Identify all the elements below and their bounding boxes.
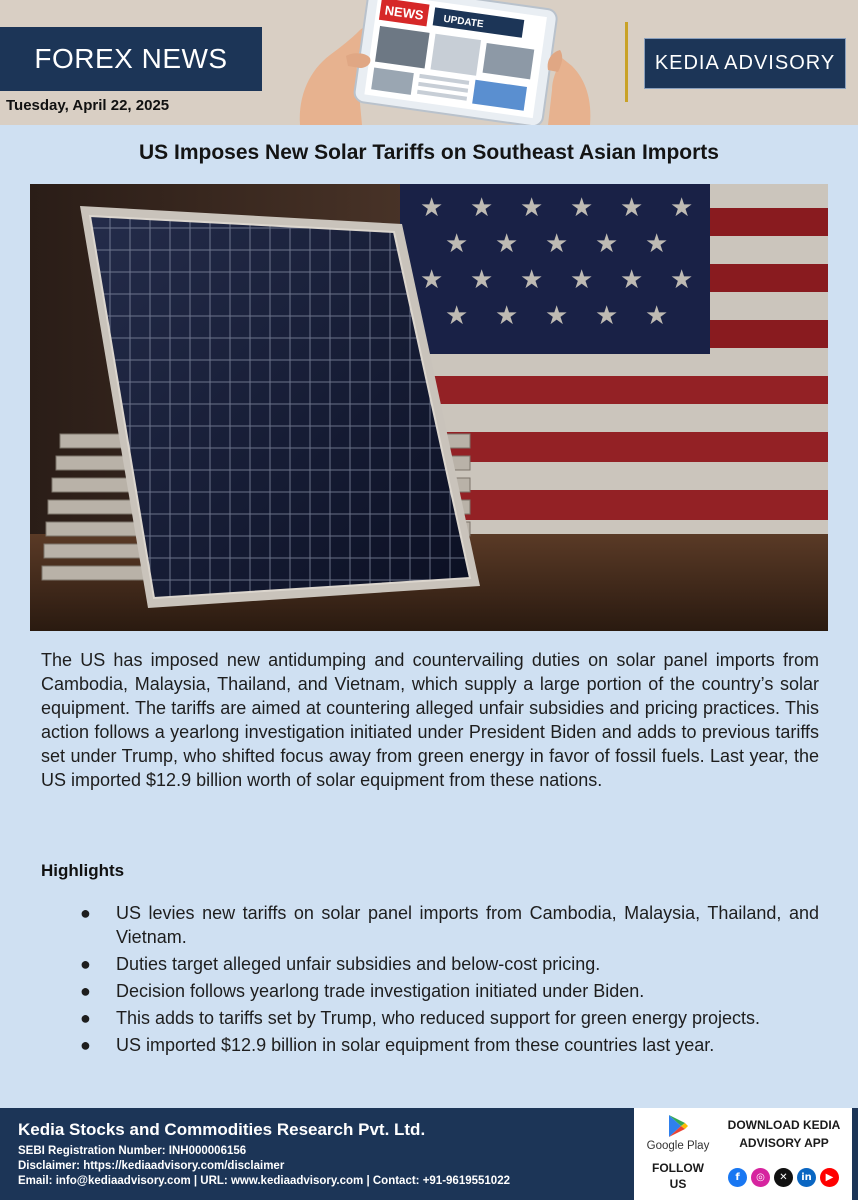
svg-text:★: ★ <box>520 265 544 295</box>
section-label: FOREX NEWS <box>0 27 262 91</box>
svg-text:★: ★ <box>545 301 569 331</box>
highlight-item: ● Duties target alleged unfair subsidies and below-cost pricing. <box>80 954 601 974</box>
svg-text:★: ★ <box>645 301 669 331</box>
bullet-icon: ● <box>80 903 91 923</box>
youtube-icon[interactable]: ▶ <box>820 1168 839 1187</box>
bullet-icon: ● <box>80 1035 91 1055</box>
contact-line[interactable]: Email: info@kediaadvisory.com | URL: www.kediaadvisory.com | Contact: +91-9619551022 <box>18 1175 510 1187</box>
bullet-icon: ● <box>80 1008 91 1028</box>
linkedin-icon[interactable]: in <box>797 1168 816 1187</box>
article-body: The US has imposed new antidumping and countervailing duties on solar panel imports from Cambodia, Malaysia, Thailand, and Vietnam, which supply a large portion of the country’s solar equipment. The tariffs are aimed at countering alleged unfair subsidies and pricing practices. This action follows a yearlong investigation initiated under President Biden and adds to previous tariffs set under Trump, who shifted focus away from green energy in favor of fossil fuels. Last year, the US imported $12.9 billion worth of solar equipment from these nations. <box>41 650 819 790</box>
social-links <box>728 1168 839 1187</box>
svg-text:★: ★ <box>470 265 494 295</box>
svg-text:★: ★ <box>420 265 444 295</box>
highlight-item: ● Decision follows yearlong trade investigation initiated under Biden. <box>80 981 645 1001</box>
svg-text:★: ★ <box>470 193 494 223</box>
google-play-icon <box>667 1114 689 1138</box>
disclaimer-link[interactable]: Disclaimer: https://kediaadvisory.com/disclaimer <box>18 1160 285 1172</box>
header-banner <box>0 0 858 125</box>
article-title: US Imposes New Solar Tariffs on Southeast Asian Imports <box>139 141 719 164</box>
publish-date: Tuesday, April 22, 2025 <box>6 97 170 114</box>
svg-text:★: ★ <box>620 193 644 223</box>
svg-text:★: ★ <box>545 229 569 259</box>
svg-text:★: ★ <box>645 229 669 259</box>
highlight-item: ● This adds to tariffs set by Trump, who reduced support for green energy projects. <box>80 1008 760 1028</box>
news-tablet-illustration <box>290 0 600 125</box>
divider <box>625 22 628 102</box>
solar-panel-flag-photo <box>30 184 828 631</box>
google-play-label: Google Play <box>646 1140 710 1152</box>
svg-text:★: ★ <box>595 229 619 259</box>
svg-text:★: ★ <box>670 265 694 295</box>
svg-text:★: ★ <box>445 229 469 259</box>
svg-text:★: ★ <box>570 265 594 295</box>
facebook-icon[interactable]: f <box>728 1168 747 1187</box>
svg-text:★: ★ <box>520 193 544 223</box>
bullet-icon: ● <box>80 954 91 974</box>
svg-text:★: ★ <box>670 193 694 223</box>
svg-text:★: ★ <box>445 301 469 331</box>
footer-contact-block <box>18 1120 510 1189</box>
sebi-registration: SEBI Registration Number: INH000006156 <box>18 1145 247 1157</box>
x-twitter-icon[interactable]: ✕ <box>774 1168 793 1187</box>
svg-text:★: ★ <box>595 301 619 331</box>
highlight-item: ● US imported $12.9 billion in solar equipment from these countries last year. <box>80 1035 715 1055</box>
svg-text:★: ★ <box>495 301 519 331</box>
bullet-icon: ● <box>80 981 91 1001</box>
svg-text:★: ★ <box>570 193 594 223</box>
tablet-news-tag: NEWS <box>383 2 425 23</box>
svg-text:★: ★ <box>620 265 644 295</box>
app-promo-panel <box>634 1108 852 1200</box>
follow-us-text: FOLLOW US <box>652 1161 704 1191</box>
highlight-item: ● US levies new tariffs on solar panel imports from Cambodia, Malaysia, Thailand, and Vietnam. <box>80 903 819 947</box>
highlights-heading: Highlights <box>41 861 125 880</box>
svg-text:★: ★ <box>420 193 444 223</box>
highlights-list <box>80 901 819 1060</box>
download-app-text: DOWNLOAD KEDIA ADVISORY APP <box>727 1118 841 1150</box>
brand-logo: KEDIA ADVISORY <box>644 38 846 89</box>
google-play-badge[interactable] <box>642 1114 714 1152</box>
instagram-icon[interactable]: ◎ <box>751 1168 770 1187</box>
svg-text:★: ★ <box>495 229 519 259</box>
tablet-update-tag: UPDATE <box>442 13 485 31</box>
company-name: Kedia Stocks and Commodities Research Pvt. Ltd. <box>18 1120 426 1139</box>
